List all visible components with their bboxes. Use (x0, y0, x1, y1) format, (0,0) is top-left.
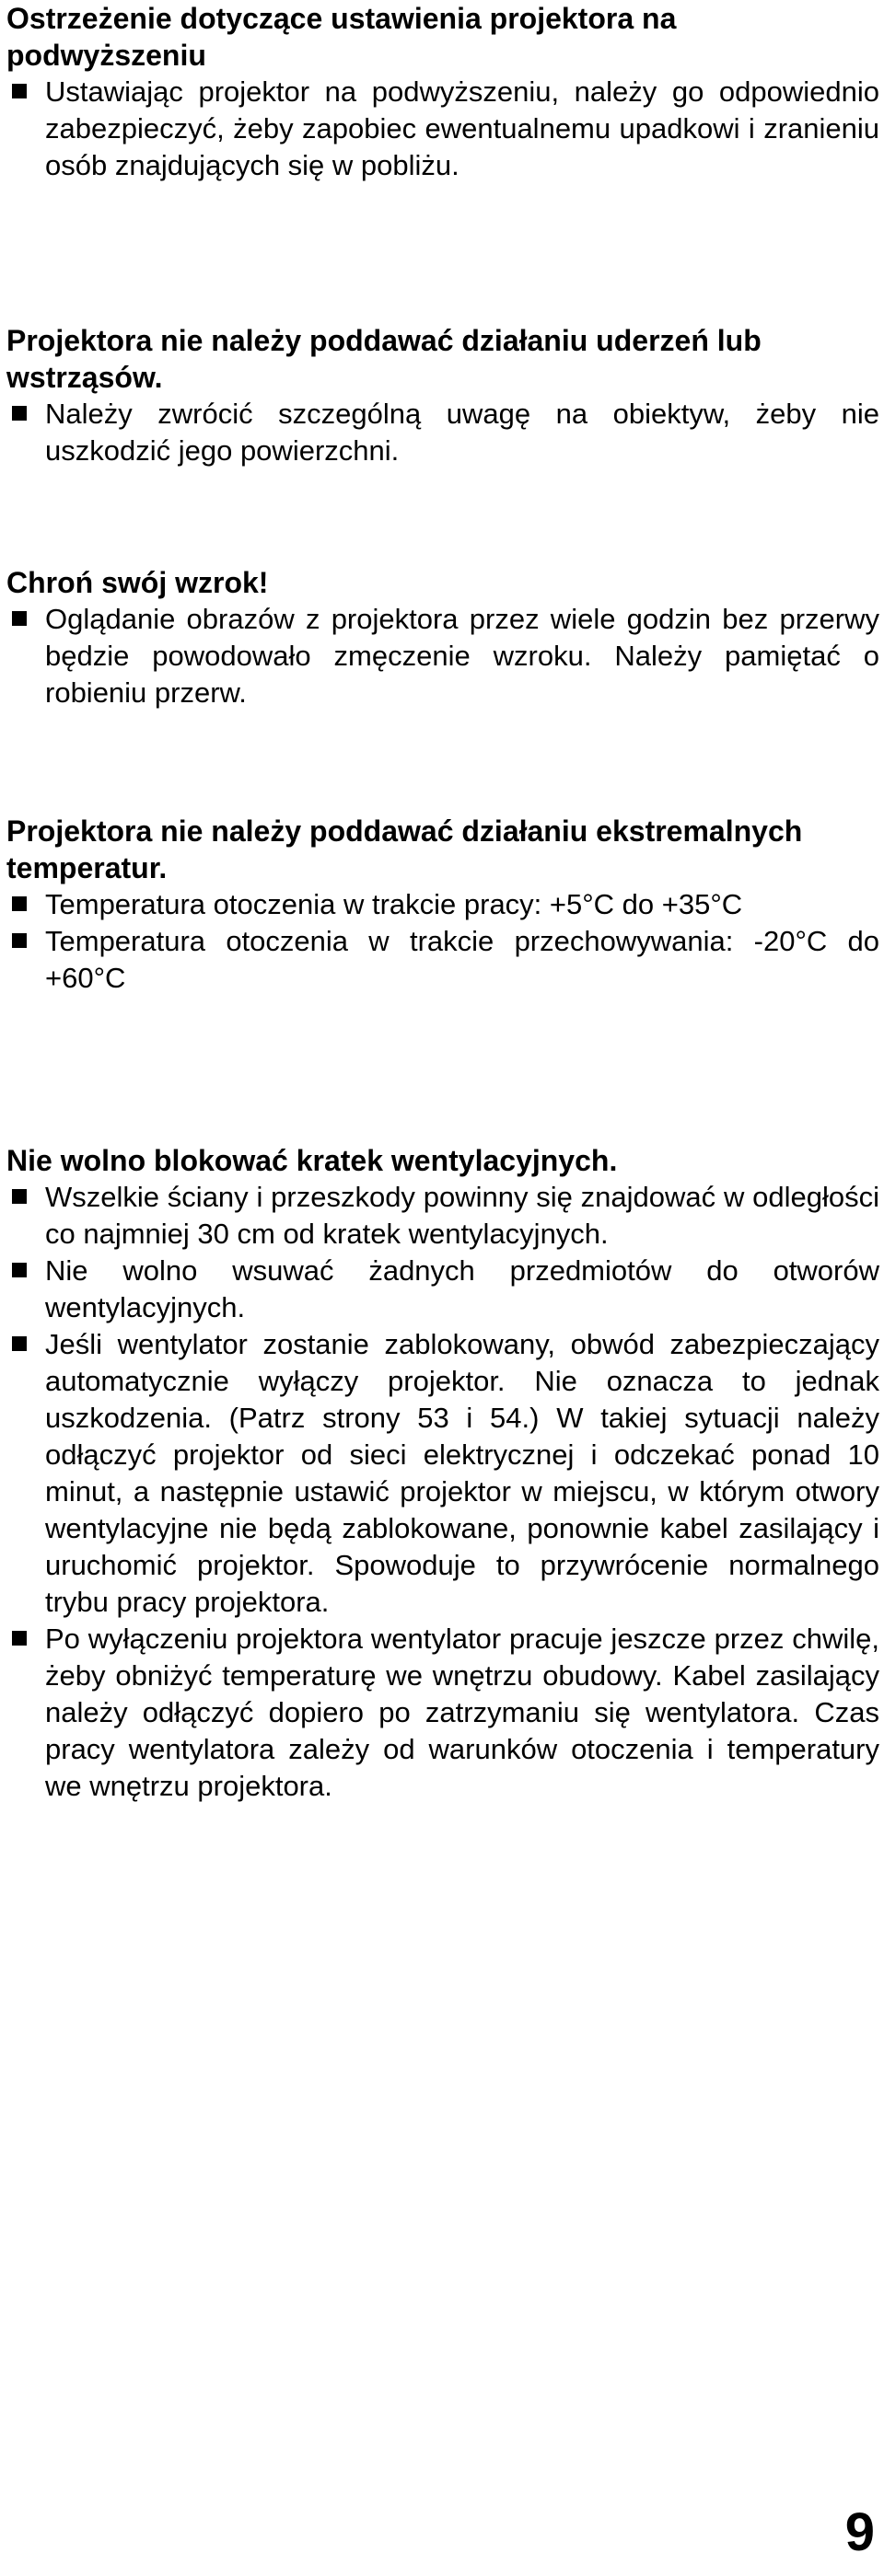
list-item (6, 74, 879, 184)
list-item-text: Po wyłączeniu projektora wentylator pracuje jeszcze przez chwilę, żeby obniżyć temperaturę we wnętrzu obudowy. Kabel zasilający należy odłączyć dopiero po zatrzymaniu się wentylatora. Czas pracy wentylatora zależy od warunków otoczenia i temperatury we wnętrzu projektora. (45, 1623, 879, 1802)
bullet-square-icon (12, 406, 27, 421)
bullet-square-icon (12, 84, 27, 98)
list-item (6, 1179, 879, 1253)
list-item-text: Wszelkie ściany i przeszkody powinny się znajdować w odległości co najmniej 30 cm od kratek wentylacyjnych. (45, 1181, 879, 1250)
section-impact-warning (6, 322, 879, 469)
list-item-text: Nie wolno wsuwać żadnych przedmiotów do otworów wentylacyjnych. (45, 1254, 879, 1323)
list-item-text: Ustawiając projektor na podwyższeniu, należy go odpowiednio zabezpieczyć, żeby zapobiec ewentualnemu upadkowi i zranieniu osób znajdujących się w pobliżu. (45, 75, 879, 181)
list-item-text: Temperatura otoczenia w trakcie przechowywania: -20°C do +60°C (45, 925, 879, 994)
bullet-square-icon (12, 933, 27, 948)
list-item (6, 1621, 879, 1805)
bullet-square-icon (12, 896, 27, 911)
section-heading: Projektora nie należy poddawać działaniu ekstremalnych temperatur. (6, 814, 803, 884)
bullet-square-icon (12, 611, 27, 626)
section-eye-protection (6, 564, 879, 711)
list-item (6, 923, 879, 997)
section-temperature (6, 813, 879, 997)
bullet-square-icon (12, 1631, 27, 1646)
list-item (6, 886, 879, 923)
page-number: 9 (844, 2502, 875, 2562)
bullet-square-icon (12, 1336, 27, 1351)
bullet-square-icon (12, 1263, 27, 1277)
list-item (6, 396, 879, 469)
section-heading: Ostrzeżenie dotyczące ustawienia projektora na podwyższeniu (6, 2, 677, 72)
list-item-text: Temperatura otoczenia w trakcie pracy: +5°C do +35°C (45, 888, 743, 920)
section-elevated-placement (6, 0, 879, 184)
bullet-square-icon (12, 1189, 27, 1204)
list-item-text: Należy zwrócić szczególną uwagę na obiektyw, żeby nie uszkodzić jego powierzchni. (45, 398, 879, 467)
list-item (6, 601, 879, 711)
section-ventilation (6, 1142, 879, 1805)
section-heading: Chroń swój wzrok! (6, 566, 269, 599)
section-heading: Nie wolno blokować kratek wentylacyjnych. (6, 1144, 618, 1177)
list-item (6, 1326, 879, 1621)
list-item (6, 1253, 879, 1326)
section-heading: Projektora nie należy poddawać działaniu uderzeń lub wstrząsów. (6, 324, 762, 394)
list-item-text: Oglądanie obrazów z projektora przez wiele godzin bez przerwy będzie powodowało zmęczenie wzroku. Należy pamiętać o robieniu przerw. (45, 603, 879, 709)
list-item-text: Jeśli wentylator zostanie zablokowany, obwód zabezpieczający automatycznie wyłączy projektor. Nie oznacza to jednak uszkodzenia. (Patrz strony 53 i 54.) W takiej sytuacji należy odłączyć projektor od sieci elektrycznej i odczekać ponad 10 minut, a następnie ustawić projektor w miejscu, w którym otwory wentylacyjne nie będą zablokowane, ponownie kabel zasilający i uruchomić projektor. Spowoduje to przywrócenie normalnego trybu pracy projektora. (45, 1328, 879, 1618)
